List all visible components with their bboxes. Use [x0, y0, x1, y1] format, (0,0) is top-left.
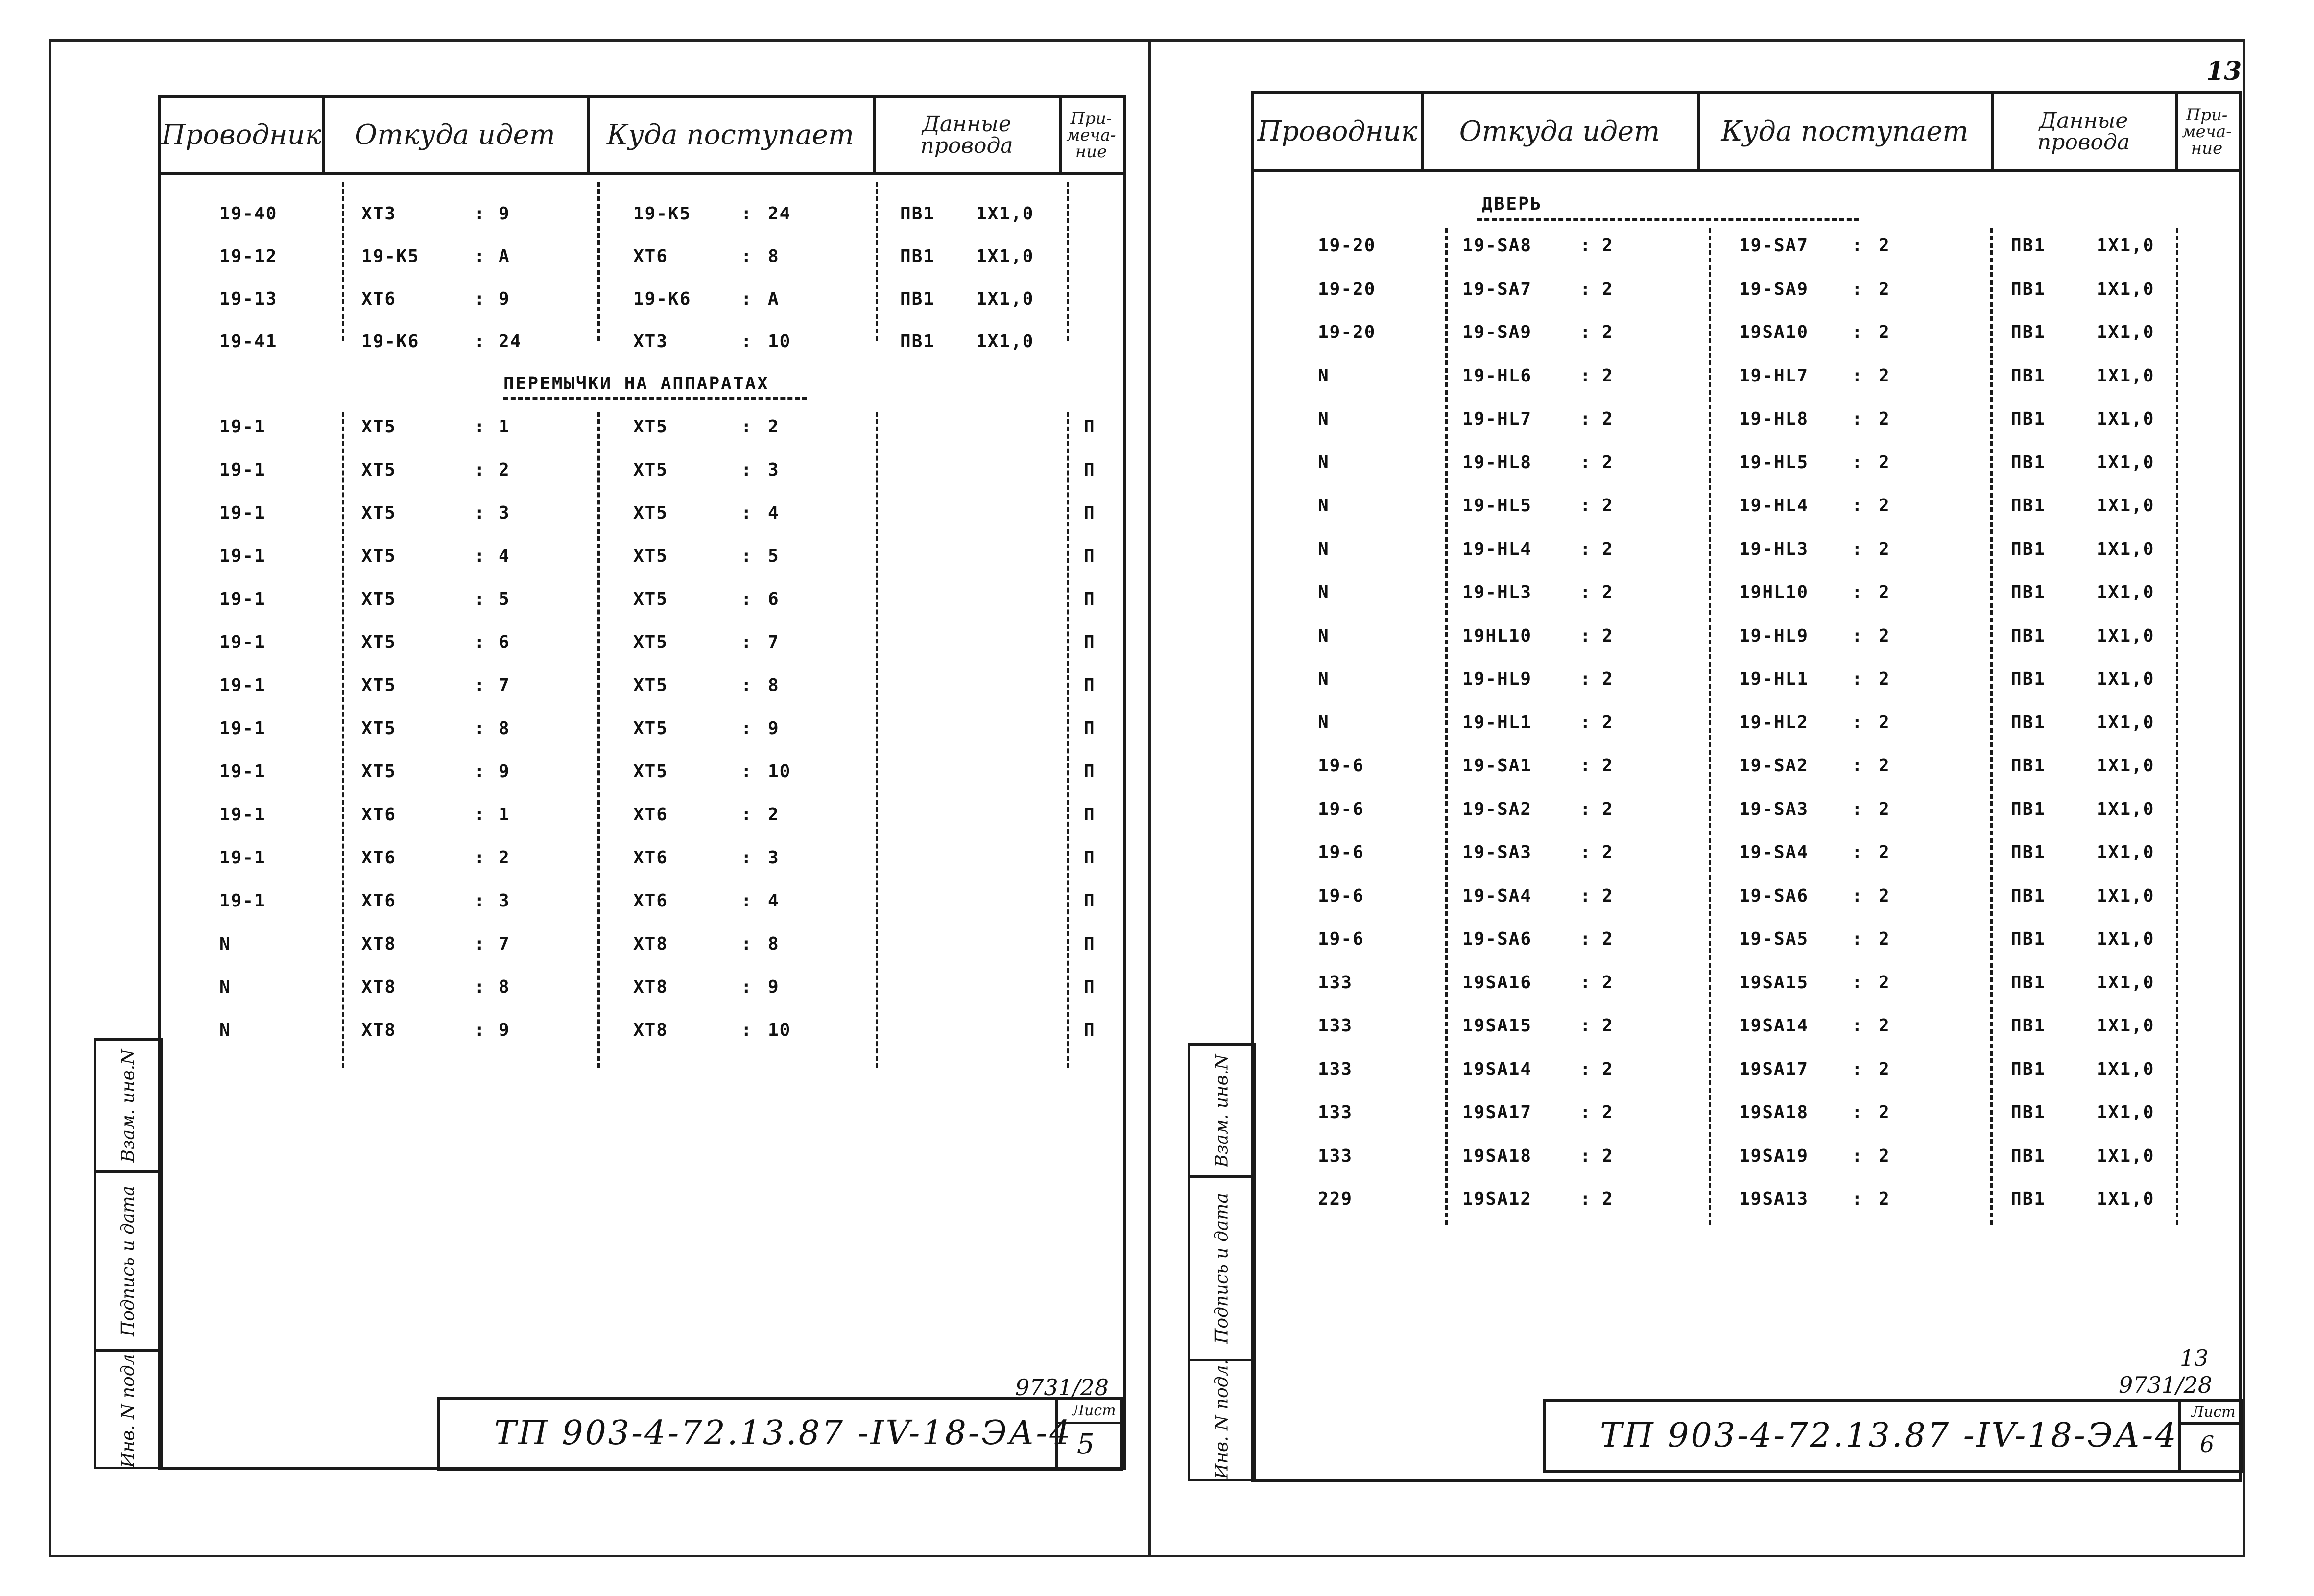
separator-colon: : [1852, 1146, 1863, 1166]
separator-colon: : [1852, 669, 1863, 689]
left-side-strip [94, 1038, 163, 1469]
separator-colon: : [1852, 366, 1863, 386]
separator-colon: : [1852, 236, 1863, 256]
separator-colon: : [1580, 409, 1592, 429]
separator-colon: : [741, 977, 753, 997]
separator-colon: : [741, 546, 753, 566]
right-doc-ref-top: 13 [2180, 1345, 2209, 1371]
left-side-label-replace: Взам. инв.N [118, 1048, 139, 1163]
separator-colon: : [474, 460, 486, 480]
separator-colon: : [1852, 1102, 1863, 1122]
left-stamp-label: Лист [1072, 1402, 1116, 1419]
separator-colon: : [1852, 279, 1863, 299]
separator-colon: : [741, 718, 753, 738]
separator-colon: : [1580, 669, 1592, 689]
separator-colon: : [1852, 496, 1863, 516]
separator-colon: : [1852, 842, 1863, 862]
left-header-wire-data: Данные провода [920, 112, 1013, 158]
separator-colon: : [1580, 799, 1592, 819]
left-title-block [437, 1397, 1123, 1471]
right-header-from: Откуда идет [1459, 115, 1660, 147]
right-header-to: Куда поступает [1721, 115, 1969, 147]
separator-colon: : [1852, 626, 1863, 646]
separator-colon: : [1580, 626, 1592, 646]
separator-colon: : [474, 417, 486, 437]
separator-colon: : [741, 848, 753, 868]
separator-colon: : [1580, 582, 1592, 602]
left-side-label-signature: Подпись и дата [118, 1186, 139, 1336]
separator-colon: : [741, 805, 753, 825]
right-title-block [1543, 1399, 2243, 1473]
separator-colon: : [741, 460, 753, 480]
separator-colon: : [474, 503, 486, 523]
separator-colon: : [1852, 1059, 1863, 1079]
separator-colon: : [1852, 1189, 1863, 1209]
right-header-wire: Проводник [1257, 115, 1418, 147]
separator-colon: : [1852, 1016, 1863, 1036]
separator-colon: : [474, 848, 486, 868]
left-header-to: Куда поступает [607, 119, 854, 151]
separator-colon: : [741, 1020, 753, 1040]
right-header-wire-data: Данные провода [2037, 108, 2130, 155]
separator-colon: : [1852, 539, 1863, 559]
left-section-title: ПЕРЕМЫЧКИ НА АППАРАТАХ [503, 374, 769, 394]
right-section-title: ДВЕРЬ [1482, 194, 1543, 214]
separator-colon: : [1580, 756, 1592, 776]
separator-colon: : [1580, 1189, 1592, 1209]
left-side-label-inv: Инв. N подл. [118, 1348, 139, 1468]
separator-colon: : [1580, 713, 1592, 733]
separator-colon: : [474, 675, 486, 695]
separator-colon: : [474, 762, 486, 782]
separator-colon: : [1580, 1102, 1592, 1122]
separator-colon: : [1580, 973, 1592, 993]
separator-colon: : [474, 546, 486, 566]
right-side-label-replace: Взам. инв.N [1212, 1053, 1232, 1167]
right-table-header [1254, 94, 2239, 172]
separator-colon: : [1580, 496, 1592, 516]
right-header-note: При-меча-ние [2182, 105, 2232, 158]
separator-colon: : [1580, 1016, 1592, 1036]
separator-colon: : [741, 762, 753, 782]
separator-colon: : [1580, 886, 1592, 906]
separator-colon: : [1852, 886, 1863, 906]
separator-colon: : [1852, 409, 1863, 429]
left-header-wire: Проводник [161, 119, 322, 151]
separator-colon: : [1852, 929, 1863, 949]
separator-colon: : [741, 417, 753, 437]
separator-colon: : [1580, 322, 1592, 342]
separator-colon: : [1852, 756, 1863, 776]
left-header-note: При-меча-ние [1066, 109, 1116, 162]
sheet-number: 13 [2206, 56, 2242, 86]
right-frame: Проводник Откуда идет Куда поступает Данные провода При-меча-ние ДВЕРЬ 19-20 19-SA8 : 2 19-SA7 : 2 ПВ1 1X1,0 19-20 19-SA7 : 2 19-SA9 : 2 ПВ1 1X1,0 19-20 19-SA9 : 2 19SA10 : 2 ПВ1 1X1,0 N 19-HL6 : 2 19-HL7 : 2 ПВ1 1X1,0 N 19-HL7 : 2 19-HL8 : 2 ПВ1 1X1,0 N 19-HL8 : 2 19-HL5 : 2 ПВ1 1X1,0 N 19-HL5 : 2 19-HL4 : 2 ПВ1 1X1,0 N 19-HL4 : 2 19-HL3 : 2 ПВ1 1X1,0 N 19-HL3 : 2 19HL10 : 2 ПВ1 1X1,0 N 19HL10 : 2 19-HL9 : 2 ПВ1 1X1,0 N 19-HL9 : 2 19-HL1 : 2 ПВ1 1X1,0 N 19-HL1 : 2 19-HL2 : 2 ПВ1 1X1,0 19-6 19-SA1 : 2 19-SA2 : 2 ПВ1 1X1,0 19-6 19-SA2 : 2 19-SA3 : 2 ПВ1 1X1,0 19-6 19-SA3 : 2 19-SA4 : 2 ПВ1 1X1,0 19-6 19-SA4 : 2 19-SA6 : 2 ПВ1 1X1,0 19-6 19-SA6 : 2 19-SA5 : 2 ПВ1 1X1,0 133 19SA16 : 2 19SA15 : 2 ПВ1 1X1,0 133 19SA15 : 2 19SA14 : 2 ПВ1 1X1,0 133 19SA14 : 2 19SA17 : 2 ПВ1 1X1,0 133 19SA17 : 2 19SA18 : 2 ПВ1 1X1,0 133 19SA18 : 2 19SA19 : 2 ПВ1 1X1,0 229 19SA12 : 2 19SA13 : 2 ПВ1 1X1,0 13 9731/28 ТП 903-4-72.13.87 -IV-18-ЭА-4 Лист 6 [1251, 91, 2242, 1482]
left-table-header [161, 98, 1123, 175]
separator-colon: : [1580, 279, 1592, 299]
separator-colon: : [474, 632, 486, 652]
separator-colon: : [741, 675, 753, 695]
left-header-from: Откуда идет [355, 119, 555, 151]
left-stamp-code: ТП 903-4-72.13.87 -IV-18-ЭА-4 [494, 1414, 1073, 1453]
separator-colon: : [1580, 453, 1592, 473]
separator-colon: : [1580, 366, 1592, 386]
separator-colon: : [1852, 453, 1863, 473]
separator-colon: : [474, 934, 486, 954]
separator-colon: : [741, 934, 753, 954]
separator-colon: : [1580, 539, 1592, 559]
right-stamp-label: Лист [2192, 1404, 2236, 1421]
separator-colon: : [1852, 582, 1863, 602]
separator-colon: : [1852, 973, 1863, 993]
separator-colon: : [1852, 799, 1863, 819]
separator-colon: : [1580, 1146, 1592, 1166]
right-page-number: 6 [2200, 1431, 2215, 1457]
separator-colon: : [1580, 929, 1592, 949]
separator-colon: : [474, 891, 486, 911]
separator-colon: : [1580, 1059, 1592, 1079]
separator-colon: : [1852, 322, 1863, 342]
left-frame: Проводник Откуда идет Куда поступает Данные провода При-меча-ние 19-40 XT3 : 9 19-K5 : 24 ПВ1 1X1,0 19-12 19-K5 : A XT6 : 8 ПВ1 1X1,0 19-13 XT6 : 9 19-K6 : A ПВ1 1X1,0 19-41 19-K6 : 24 XT3 : 10 ПВ1 1X1,0 ПЕРЕМЫЧКИ НА АППАРАТАХ 19-1 XT5 : 1 XT5 : 2 П 19-1 XT5 : 2 XT5 : 3 П 19-1 XT5 : 3 XT5 : 4 П 19-1 XT5 : 4 XT5 : 5 П 19-1 XT5 : 5 XT5 : 6 П 19-1 XT5 : 6 XT5 : 7 П 19-1 XT5 : 7 XT5 : 8 П 19-1 XT5 : 8 XT5 : 9 П 19-1 XT5 : 9 XT5 : 10 П 19-1 XT6 : 1 XT6 : 2 П 19-1 XT6 : 2 XT6 : 3 П 19-1 XT6 : 3 XT6 : 4 П N XT8 : 7 XT8 : 8 П N XT8 : 8 XT8 : 9 П N XT8 : 9 XT8 : 10 П 9731/28 ТП 903-4-72.13.87 -IV-18-ЭА-4 Лист 5 [158, 95, 1126, 1470]
separator-colon: : [474, 1020, 486, 1040]
right-side-label-signature: Подпись и дата [1212, 1193, 1232, 1344]
separator-colon: : [741, 632, 753, 652]
separator-colon: : [1852, 713, 1863, 733]
separator-colon: : [741, 891, 753, 911]
right-doc-ref: 9731/28 [2119, 1372, 2213, 1398]
separator-colon: : [1580, 236, 1592, 256]
separator-colon: : [741, 503, 753, 523]
separator-colon: : [474, 977, 486, 997]
separator-colon: : [474, 718, 486, 738]
left-doc-ref: 9731/28 [1015, 1374, 1109, 1401]
separator-colon: : [741, 589, 753, 609]
right-stamp-code: ТП 903-4-72.13.87 -IV-18-ЭА-4 [1600, 1416, 2178, 1455]
separator-colon: : [474, 805, 486, 825]
left-page-number: 5 [1077, 1429, 1095, 1460]
separator-colon: : [474, 589, 486, 609]
separator-colon: : [1580, 842, 1592, 862]
right-side-label-inv: Инв. N подл. [1212, 1359, 1232, 1479]
right-side-strip [1188, 1043, 1256, 1481]
